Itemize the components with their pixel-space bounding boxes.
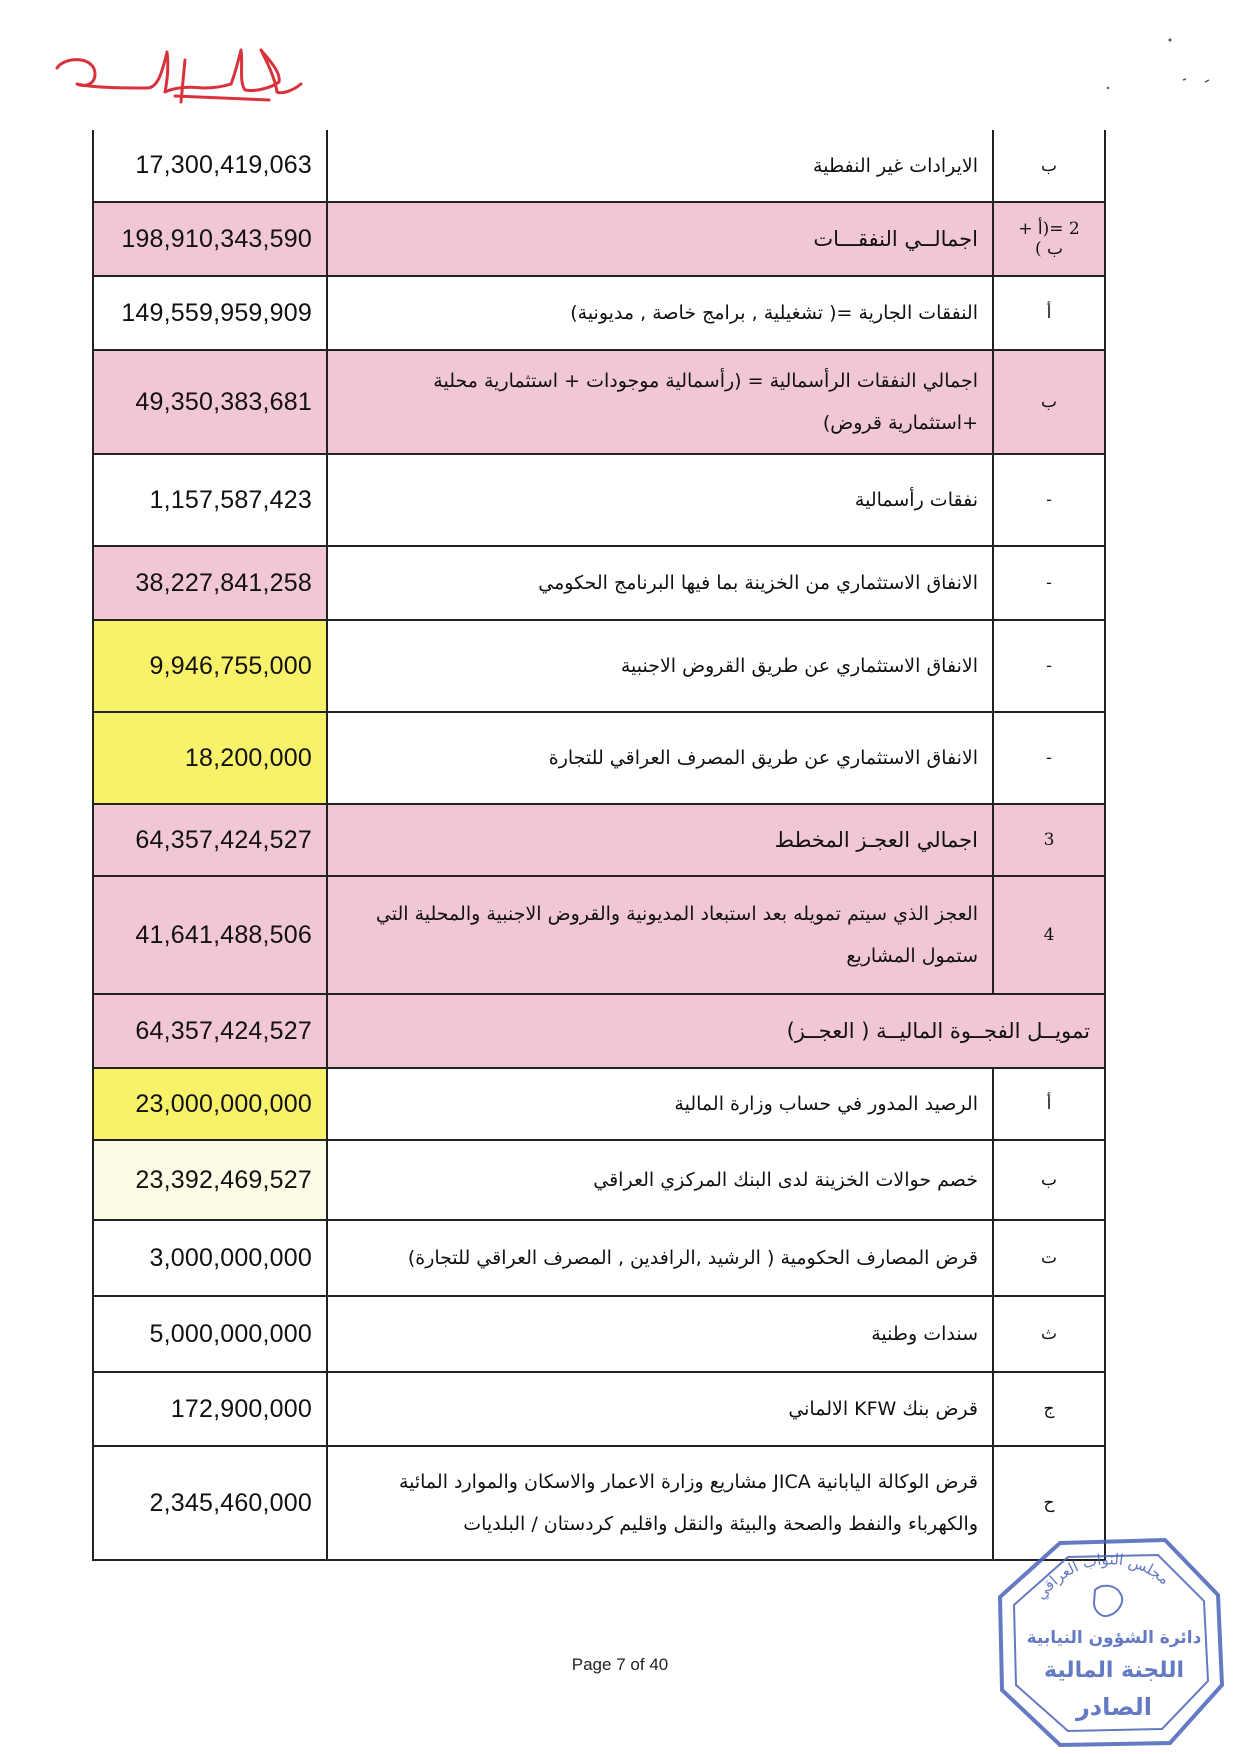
row-description: سندات وطنية bbox=[327, 1296, 993, 1372]
stamp-line-1: مجلس النواب العراقي bbox=[1031, 1550, 1174, 1603]
row-description: الانفاق الاستثماري من الخزينة بما فيها البرنامج الحكومي bbox=[327, 546, 993, 620]
row-amount: 3,000,000,000 bbox=[93, 1220, 327, 1296]
row-amount: 41,641,488,506 bbox=[93, 876, 327, 994]
row-description: الايرادات غير النفطية bbox=[327, 130, 993, 202]
row-amount: 49,350,383,681 bbox=[93, 350, 327, 454]
row-description: الرصيد المدور في حساب وزارة المالية bbox=[327, 1068, 993, 1140]
row-description: اجمالي العجـز المخطط bbox=[327, 804, 993, 876]
table-row bbox=[93, 1446, 1105, 1560]
svg-text:مجلس النواب العراقي bbox=[1031, 1550, 1173, 1603]
row-code: ج bbox=[993, 1372, 1105, 1446]
table-row bbox=[93, 804, 1105, 876]
row-code: ح bbox=[993, 1446, 1105, 1560]
row-description: الانفاق الاستثماري عن طريق المصرف العراقي للتجارة bbox=[327, 712, 993, 804]
row-amount: 1,157,587,423 bbox=[93, 454, 327, 546]
row-code: ت bbox=[993, 1220, 1105, 1296]
row-amount: 64,357,424,527 bbox=[93, 804, 327, 876]
row-description: نفقات رأسمالية bbox=[327, 454, 993, 546]
row-description: خصم حوالات الخزينة لدى البنك المركزي العراقي bbox=[327, 1140, 993, 1220]
table-row bbox=[93, 1220, 1105, 1296]
row-description: الانفاق الاستثماري عن طريق القروض الاجنبية bbox=[327, 620, 993, 712]
official-stamp bbox=[990, 1535, 1230, 1750]
page-label: Page bbox=[571, 1655, 612, 1674]
table-row bbox=[93, 130, 1105, 202]
table-row bbox=[93, 1140, 1105, 1220]
table-row bbox=[93, 1372, 1105, 1446]
row-amount: 64,357,424,527 bbox=[93, 994, 327, 1068]
row-code: ث bbox=[993, 1296, 1105, 1372]
row-description: اجمالي النفقات الرأسمالية = (رأسمالية موجودات + استثمارية محلية +استثمارية قروض) bbox=[327, 350, 993, 454]
row-amount: 9,946,755,000 bbox=[93, 620, 327, 712]
row-amount: 23,000,000,000 bbox=[93, 1068, 327, 1140]
row-description: النفقات الجارية =( تشغيلية , برامج خاصة , مديونية) bbox=[327, 276, 993, 350]
row-amount: 18,200,000 bbox=[93, 712, 327, 804]
row-code: - bbox=[993, 712, 1105, 804]
row-amount: 5,000,000,000 bbox=[93, 1296, 327, 1372]
row-description: قرض بنك KFW الالماني bbox=[327, 1372, 993, 1446]
table-row bbox=[93, 276, 1105, 350]
stamp-line-3: اللجنة المالية bbox=[1043, 1658, 1185, 1683]
table-row bbox=[93, 712, 1105, 804]
row-amount: 2,345,460,000 bbox=[93, 1446, 327, 1560]
page-total: 40 bbox=[649, 1655, 669, 1674]
row-amount: 149,559,959,909 bbox=[93, 276, 327, 350]
row-code: - bbox=[993, 620, 1105, 712]
row-description: العجز الذي سيتم تمويله بعد استبعاد المديونية والقروض الاجنبية والمحلية التي ستمول المشاريع bbox=[327, 876, 993, 994]
table-row bbox=[93, 994, 1105, 1068]
row-amount: 198,910,343,590 bbox=[93, 202, 327, 276]
row-amount: 172,900,000 bbox=[93, 1372, 327, 1446]
page-current: 7 bbox=[616, 1655, 626, 1674]
row-code: - bbox=[993, 454, 1105, 546]
row-amount: 38,227,841,258 bbox=[93, 546, 327, 620]
row-code: ب bbox=[993, 350, 1105, 454]
row-code: - bbox=[993, 546, 1105, 620]
row-code: 3 bbox=[993, 804, 1105, 876]
row-code: أ bbox=[993, 1068, 1105, 1140]
row-description: تمويــل الفجــوة الماليــة ( العجــز) bbox=[327, 994, 1105, 1068]
row-code: ب bbox=[993, 1140, 1105, 1220]
table-row bbox=[93, 454, 1105, 546]
row-description: قرض الوكالة اليابانية JICA مشاريع وزارة الاعمار والاسكان والموارد المائية والكهرباء والنفط والصحة والبيئة والنقل واقليم كردستان / البلديات bbox=[327, 1446, 993, 1560]
row-code: 2 =(أ + ب ) bbox=[993, 202, 1105, 276]
stamp-line-4: الصادر bbox=[1075, 1693, 1153, 1721]
table-row bbox=[93, 876, 1105, 994]
row-amount: 17,300,419,063 bbox=[93, 130, 327, 202]
table-row bbox=[93, 1068, 1105, 1140]
stamp-line-2: دائرة الشؤون النيابية bbox=[1026, 1628, 1202, 1648]
row-code: أ bbox=[993, 276, 1105, 350]
table-row bbox=[93, 620, 1105, 712]
row-amount: 23,392,469,527 bbox=[93, 1140, 327, 1220]
table-row bbox=[93, 202, 1105, 276]
table-row bbox=[93, 350, 1105, 454]
row-code: ب bbox=[993, 130, 1105, 202]
row-description: قرض المصارف الحكومية ( الرشيد ,الرافدين , المصرف العراقي للتجارة) bbox=[327, 1220, 993, 1296]
page-of: of bbox=[630, 1655, 645, 1674]
table-row bbox=[93, 546, 1105, 620]
handwritten-signature bbox=[55, 48, 315, 128]
row-code: 4 bbox=[993, 876, 1105, 994]
row-description: اجمالــي النفقـــات bbox=[327, 202, 993, 276]
table-row bbox=[93, 1296, 1105, 1372]
budget-table bbox=[92, 130, 1106, 1561]
